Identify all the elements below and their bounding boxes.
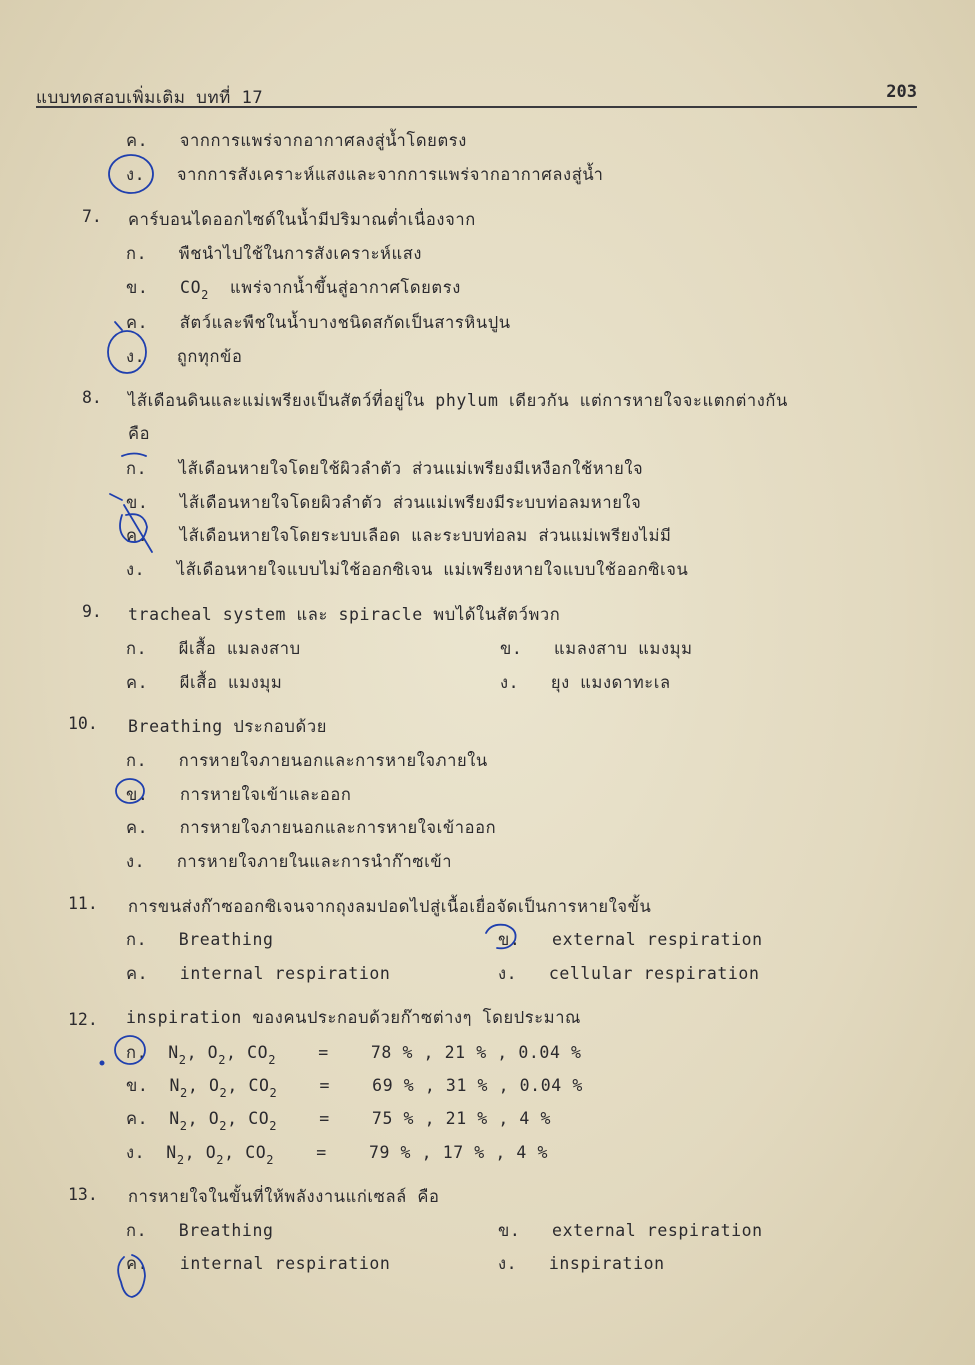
option-text: ผีเสื้อ แมงมุม <box>179 673 283 692</box>
equals-sign: = <box>319 1109 330 1128</box>
separator: , <box>187 1076 199 1095</box>
option-letter: ง. <box>498 964 518 983</box>
option-text: แมลงสาบ แมงมุม <box>554 639 693 658</box>
q8-question: ไส้เดือนดินและแม่เพรียงเป็นสัตว์ที่อยู่ใน phylum เดียวกัน แต่การหายใจจะแตกต่างกัน <box>128 391 788 410</box>
nitrogen-symbol: N <box>169 1109 180 1128</box>
equals-sign: = <box>316 1143 327 1162</box>
q6-option-d <box>126 162 604 188</box>
option-letter: ก. <box>126 930 148 949</box>
q10-option-c <box>126 815 496 841</box>
option-text: ผีเสื้อ แมลงสาบ <box>178 639 301 658</box>
option-text: ถูกทุกข้อ <box>176 347 243 366</box>
q12-question: inspiration ของคนประกอบด้วยก๊าซต่างๆ โดยประมาณ <box>126 1008 581 1027</box>
option-letter: ข. <box>498 1221 521 1240</box>
q6-option-c <box>126 128 467 154</box>
option-letter: ง. <box>126 852 146 871</box>
subscript: 2 <box>218 1053 227 1067</box>
option-text: internal respiration <box>179 1254 391 1273</box>
option-letter: ง. <box>126 347 146 366</box>
option-letter: ง. <box>126 560 146 579</box>
q12-number: 12. <box>68 1010 98 1029</box>
q12-option-b <box>126 1073 583 1099</box>
q7-number: 7. <box>82 207 102 226</box>
option-letter: ก. <box>126 751 148 770</box>
option-text: การหายใจภายนอกและการหายใจภายใน <box>178 751 488 770</box>
gas-values: 79 % , 17 % , 4 % <box>368 1143 549 1162</box>
co2-symbol: CO <box>248 1076 270 1095</box>
option-letter: ก. <box>126 639 148 658</box>
option-letter: ง. <box>500 673 520 692</box>
q7-option-d <box>126 344 242 370</box>
option-text: Breathing <box>178 930 274 949</box>
option-letter: ง. <box>498 1254 518 1273</box>
subscript: 2 <box>219 1086 228 1100</box>
q11-number: 11. <box>68 894 98 913</box>
separator: , <box>224 1143 235 1162</box>
q12-option-c <box>126 1106 551 1132</box>
nitrogen-symbol: N <box>168 1043 179 1062</box>
option-letter: ง. <box>126 165 146 184</box>
q8-option-b <box>126 490 641 516</box>
q8-question-cont: คือ <box>128 424 151 443</box>
oxygen-symbol: O <box>208 1076 220 1095</box>
option-text: จากการสังเคราะห์แสงและจากการแพร่จากอากาศลงสู่น้ำ <box>176 165 604 184</box>
option-letter: ก. <box>126 459 148 478</box>
separator: , <box>226 1043 237 1062</box>
separator: , <box>227 1076 238 1095</box>
option-text: ยุง แมงดาทะเล <box>550 673 671 692</box>
equals-sign: = <box>318 1043 329 1062</box>
separator: , <box>187 1109 199 1128</box>
separator: , <box>186 1043 198 1062</box>
q8-number: 8. <box>82 388 102 407</box>
nitrogen-symbol: N <box>169 1076 181 1095</box>
q10-option-d <box>126 849 452 875</box>
pen-tick-q7 <box>115 322 122 330</box>
oxygen-symbol: O <box>208 1109 220 1128</box>
q8-option-c <box>126 523 672 549</box>
option-letter: ค. <box>126 131 149 150</box>
option-letter: ค. <box>126 818 149 837</box>
co2-formula: CO <box>180 278 202 297</box>
option-letter: ก. <box>126 1043 148 1062</box>
option-letter: ก. <box>126 1221 148 1240</box>
option-text: สัตว์และพืชในน้ำบางชนิดสกัดเป็นสารหินปูน <box>179 313 511 332</box>
option-text: พืชนำไปใช้ในการสังเคราะห์แสง <box>178 244 423 263</box>
option-text: ไส้เดือนหายใจแบบไม่ใช้ออกซิเจน แม่เพรียงหายใจแบบใช้ออกซิเจน <box>176 560 689 579</box>
subscript: 2 <box>219 1119 228 1133</box>
q7-option-c <box>126 310 511 336</box>
option-letter: ข. <box>126 278 149 297</box>
option-text: ไส้เดือนหายใจโดยระบบเลือด และระบบท่อลม ส่วนแม่เพรียงไม่มี <box>179 526 672 545</box>
q13-option-b <box>498 1218 763 1244</box>
q9-number: 9. <box>82 602 102 621</box>
option-letter: ข. <box>498 930 521 949</box>
page-header <box>36 84 917 106</box>
option-letter: ข. <box>126 493 149 512</box>
gas-values: 75 % , 21 % , 4 % <box>371 1109 551 1128</box>
equals-sign: = <box>319 1076 331 1095</box>
option-text: external respiration <box>552 930 763 949</box>
option-letter: ค. <box>126 526 149 545</box>
gas-values: 78 % , 21 % , 0.04 % <box>370 1043 582 1062</box>
q13-option-c <box>126 1251 390 1277</box>
q7-question: คาร์บอนไดออกไซด์ในน้ำมีปริมาณต่ำเนื่องจาก <box>128 210 476 229</box>
option-text: การหายใจเข้าและออก <box>180 785 352 804</box>
option-text: inspiration <box>548 1254 665 1273</box>
option-letter: ข. <box>126 785 149 804</box>
q8-option-d <box>126 557 688 583</box>
option-letter: ง. <box>126 1143 146 1162</box>
option-text: internal respiration <box>179 964 391 983</box>
co2-symbol: CO <box>245 1143 267 1162</box>
option-letter: ข. <box>126 1076 149 1095</box>
subscript: 2 <box>268 1053 277 1067</box>
separator: , <box>184 1143 196 1162</box>
q11-question: การขนส่งก๊าซออกซิเจนจากถุงลมปอดไปสู่เนื้อเยื่อจัดเป็นการหายใจขั้น <box>128 897 652 916</box>
pen-tick-q8b <box>110 494 122 500</box>
q8-option-a <box>126 456 643 482</box>
subscript: 2 <box>176 1153 185 1167</box>
subscript: 2 <box>178 1053 187 1067</box>
option-letter: ค. <box>126 673 149 692</box>
q9-option-c <box>126 670 282 696</box>
header-title: แบบทดสอบเพิ่มเติม บทที่ 17 <box>36 88 264 108</box>
co2-symbol: CO <box>247 1043 269 1062</box>
option-text: แพร่จากน้ำขึ้นสู่อากาศโดยตรง <box>230 278 461 297</box>
option-text: Breathing <box>178 1221 274 1240</box>
q11-option-b <box>498 927 763 953</box>
q13-question: การหายใจในขั้นที่ให้พลังงานแก่เซลล์ คือ <box>128 1187 440 1206</box>
option-letter: ค. <box>126 1109 149 1128</box>
q10-question: Breathing ประกอบด้วย <box>128 717 327 736</box>
subscript: 2 <box>269 1119 278 1133</box>
header-rule <box>36 106 917 108</box>
q13-number: 13. <box>68 1185 98 1204</box>
option-letter: ค. <box>126 964 149 983</box>
subscript: 2 <box>180 1086 188 1100</box>
option-text: การหายใจภายนอกและการหายใจเข้าออก <box>179 818 497 837</box>
q11-option-c <box>126 961 390 987</box>
q10-option-a <box>126 748 488 774</box>
option-text: external respiration <box>552 1221 763 1240</box>
q9-question: tracheal system และ spiracle พบได้ในสัตว์พวก <box>128 605 561 624</box>
oxygen-symbol: O <box>205 1143 217 1162</box>
option-text: การหายใจภายในและการนำก๊าซเข้า <box>176 852 453 871</box>
option-letter: ข. <box>500 639 523 658</box>
separator: , <box>227 1109 238 1128</box>
option-letter: ค. <box>126 313 149 332</box>
subscript: 2 <box>266 1153 275 1167</box>
option-text: จากการแพร่จากอากาศลงสู่น้ำโดยตรง <box>179 131 467 150</box>
q7-option-b <box>126 275 461 301</box>
subscript: 2 <box>269 1086 278 1100</box>
co2-subscript: 2 <box>201 288 209 302</box>
q11-option-a <box>126 927 274 953</box>
oxygen-symbol: O <box>207 1043 219 1062</box>
q13-option-d <box>498 1251 665 1277</box>
subscript: 2 <box>179 1119 188 1133</box>
gas-values: 69 % , 31 % , 0.04 % <box>372 1076 583 1095</box>
option-text: cellular respiration <box>548 964 760 983</box>
q13-option-a <box>126 1218 274 1244</box>
co2-symbol: CO <box>248 1109 270 1128</box>
option-letter: ก. <box>126 244 148 263</box>
option-letter: ค. <box>126 1254 149 1273</box>
q12-option-d <box>126 1140 548 1166</box>
q9-option-b <box>500 636 693 662</box>
page-number: 203 <box>886 82 917 102</box>
pen-dot-q12 <box>100 1061 103 1064</box>
subscript: 2 <box>216 1153 225 1167</box>
q7-option-a <box>126 241 422 267</box>
q9-option-d <box>500 670 671 696</box>
q11-option-d <box>498 961 760 987</box>
q10-option-b <box>126 782 352 808</box>
option-text: ไส้เดือนหายใจโดยผิวลำตัว ส่วนแม่เพรียงมีระบบท่อลมหายใจ <box>180 493 642 512</box>
q9-option-a <box>126 636 301 662</box>
option-text: ไส้เดือนหายใจโดยใช้ผิวลำตัว ส่วนแม่เพรียงมีเหงือกใช้หายใจ <box>178 459 644 478</box>
nitrogen-symbol: N <box>166 1143 177 1162</box>
q10-number: 10. <box>68 714 98 733</box>
q12-option-a <box>126 1040 582 1066</box>
